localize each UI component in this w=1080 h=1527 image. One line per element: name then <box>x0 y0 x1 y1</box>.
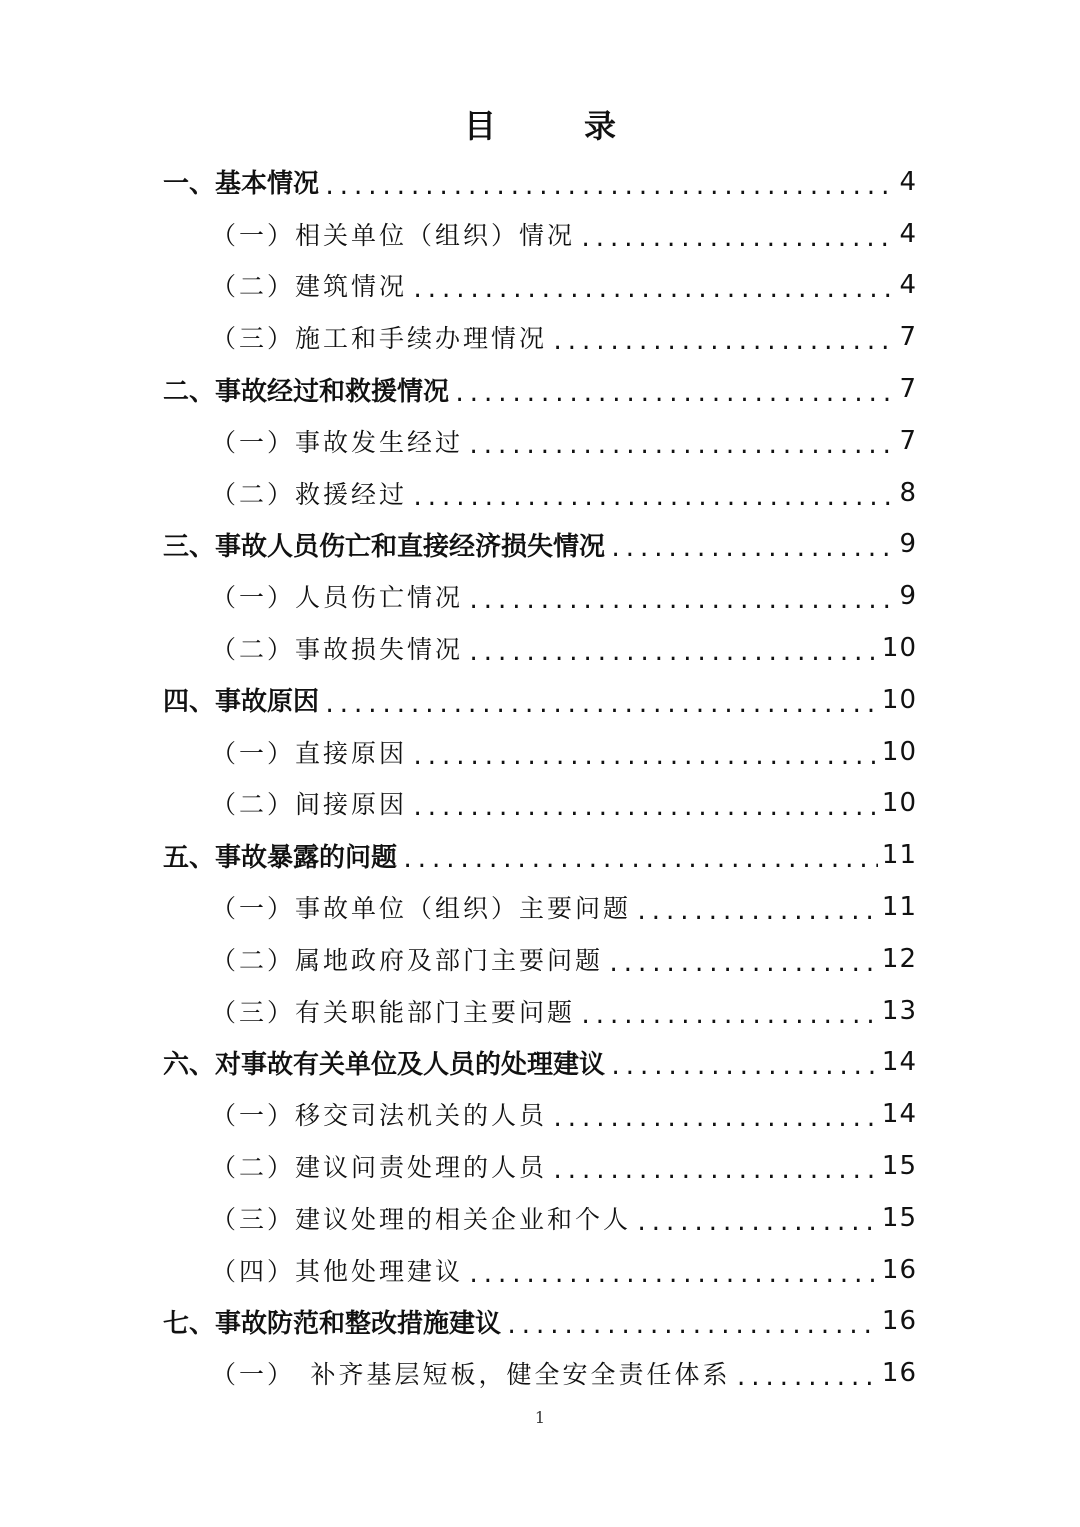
toc-section-entry[interactable] <box>163 1037 917 1089</box>
toc-entry-label: （二）建议问责处理的人员 <box>211 1153 548 1183</box>
toc-subsection-entry[interactable] <box>163 622 917 674</box>
toc-page-number: 16 <box>881 1306 917 1337</box>
toc-subsection-entry[interactable] <box>163 1244 917 1296</box>
toc-page-number: 4 <box>899 270 917 301</box>
toc-page-number: 10 <box>881 633 917 664</box>
dot-leader <box>609 537 895 570</box>
toc-entry-label: （一）事故单位（组织）主要问题 <box>211 894 632 924</box>
toc-section-entry[interactable] <box>163 829 917 881</box>
toc-page-number: 14 <box>881 1047 917 1078</box>
toc-section-entry[interactable] <box>163 519 917 571</box>
toc-entry-label: （一） 补齐基层短板，健全安全责任体系 <box>211 1360 731 1390</box>
toc-subsection-entry[interactable] <box>163 311 917 363</box>
toc-page-number: 10 <box>881 736 917 767</box>
dot-leader <box>635 1211 878 1244</box>
toc-entry-label: （三）施工和手续办理情况 <box>211 324 548 354</box>
toc-section-entry[interactable] <box>163 1296 917 1348</box>
dot-leader <box>323 693 878 726</box>
toc-entry-label: 七、事故防范和整改措施建议 <box>163 1308 502 1339</box>
dot-leader <box>401 848 878 881</box>
toc-subsection-entry[interactable] <box>163 1347 917 1399</box>
toc-entry-label: （四）其他处理建议 <box>211 1256 464 1286</box>
toc-page-number: 9 <box>899 581 917 612</box>
toc-page-number: 13 <box>881 995 917 1026</box>
toc-entry-label: （一）直接原因 <box>211 738 408 768</box>
dot-leader <box>505 1314 878 1347</box>
dot-leader <box>579 1004 878 1037</box>
toc-entry-label: （一）事故发生经过 <box>211 427 464 457</box>
dot-leader <box>467 434 895 467</box>
dot-leader <box>607 952 878 985</box>
toc-entry-label: （二）事故损失情况 <box>211 635 464 665</box>
toc-entry-label: （三）有关职能部门主要问题 <box>211 997 576 1027</box>
toc-subsection-entry[interactable] <box>163 208 917 260</box>
toc-entry-label: 六、对事故有关单位及人员的处理建议 <box>163 1049 606 1080</box>
toc-page-number: 7 <box>899 425 917 456</box>
toc-entry-label: （一）相关单位（组织）情况 <box>211 220 576 250</box>
toc-page-number: 11 <box>881 892 917 923</box>
toc-subsection-entry[interactable] <box>163 933 917 985</box>
dot-leader <box>323 175 895 208</box>
toc-entry-label: （三）建议处理的相关企业和个人 <box>211 1204 632 1234</box>
dot-leader <box>411 745 878 778</box>
dot-leader <box>411 796 878 829</box>
dot-leader <box>551 1159 878 1192</box>
dot-leader <box>579 227 895 260</box>
toc-page-number: 9 <box>899 529 917 560</box>
toc-page-number: 12 <box>881 943 917 974</box>
dot-leader <box>551 1107 878 1140</box>
dot-leader <box>609 1055 878 1088</box>
toc-page-number: 16 <box>881 1358 917 1389</box>
toc-page-number: 4 <box>899 218 917 249</box>
toc-entry-label: （一）移交司法机关的人员 <box>211 1101 548 1131</box>
toc-entry-label: （二）建筑情况 <box>211 272 408 302</box>
toc-page-number: 16 <box>881 1254 917 1285</box>
toc-section-entry[interactable] <box>163 156 917 208</box>
dot-leader <box>467 641 878 674</box>
toc-entry-label: 三、事故人员伤亡和直接经济损失情况 <box>163 531 606 562</box>
toc-entry-label: （二）属地政府及部门主要问题 <box>211 945 604 975</box>
toc-subsection-entry[interactable] <box>163 1192 917 1244</box>
dot-leader <box>411 486 895 519</box>
toc-entry-label: 一、基本情况 <box>163 169 320 200</box>
toc-subsection-entry[interactable] <box>163 881 917 933</box>
toc-section-entry[interactable] <box>163 363 917 415</box>
dot-leader <box>635 900 878 933</box>
toc-page-number: 15 <box>881 1202 917 1233</box>
dot-leader <box>735 1366 878 1399</box>
toc-subsection-entry[interactable] <box>163 467 917 519</box>
toc-entry-label: 四、事故原因 <box>163 687 320 718</box>
toc-entry-label: 二、事故经过和救援情况 <box>163 376 450 407</box>
toc-page-number: 11 <box>881 840 917 871</box>
toc-entry-label: （二）救援经过 <box>211 479 408 509</box>
toc-subsection-entry[interactable] <box>163 260 917 312</box>
toc-page-number: 4 <box>899 166 917 197</box>
toc-page-number: 15 <box>881 1151 917 1182</box>
toc-subsection-entry[interactable] <box>163 985 917 1037</box>
dot-leader <box>411 278 895 311</box>
dot-leader <box>551 330 895 363</box>
toc-entry-label: （一）人员伤亡情况 <box>211 583 464 613</box>
toc-page-number: 7 <box>899 374 917 405</box>
table-of-contents <box>163 156 917 1399</box>
toc-entry-label: （二）间接原因 <box>211 790 408 820</box>
dot-leader <box>467 1263 878 1296</box>
toc-page-number: 8 <box>899 477 917 508</box>
toc-page-number: 10 <box>881 684 917 715</box>
dot-leader <box>453 382 895 415</box>
page-title: 目 录 <box>463 107 644 145</box>
toc-subsection-entry[interactable] <box>163 415 917 467</box>
toc-subsection-entry[interactable] <box>163 726 917 778</box>
dot-leader <box>467 589 895 622</box>
toc-subsection-entry[interactable] <box>163 570 917 622</box>
toc-section-entry[interactable] <box>163 674 917 726</box>
page-number-footer: 1 <box>534 1408 546 1427</box>
toc-page-number: 7 <box>899 322 917 353</box>
toc-subsection-entry[interactable] <box>163 1140 917 1192</box>
toc-entry-label: 五、事故暴露的问题 <box>163 842 398 873</box>
toc-subsection-entry[interactable] <box>163 1088 917 1140</box>
toc-page-number: 14 <box>881 1099 917 1130</box>
toc-subsection-entry[interactable] <box>163 778 917 830</box>
toc-page-number: 10 <box>881 788 917 819</box>
